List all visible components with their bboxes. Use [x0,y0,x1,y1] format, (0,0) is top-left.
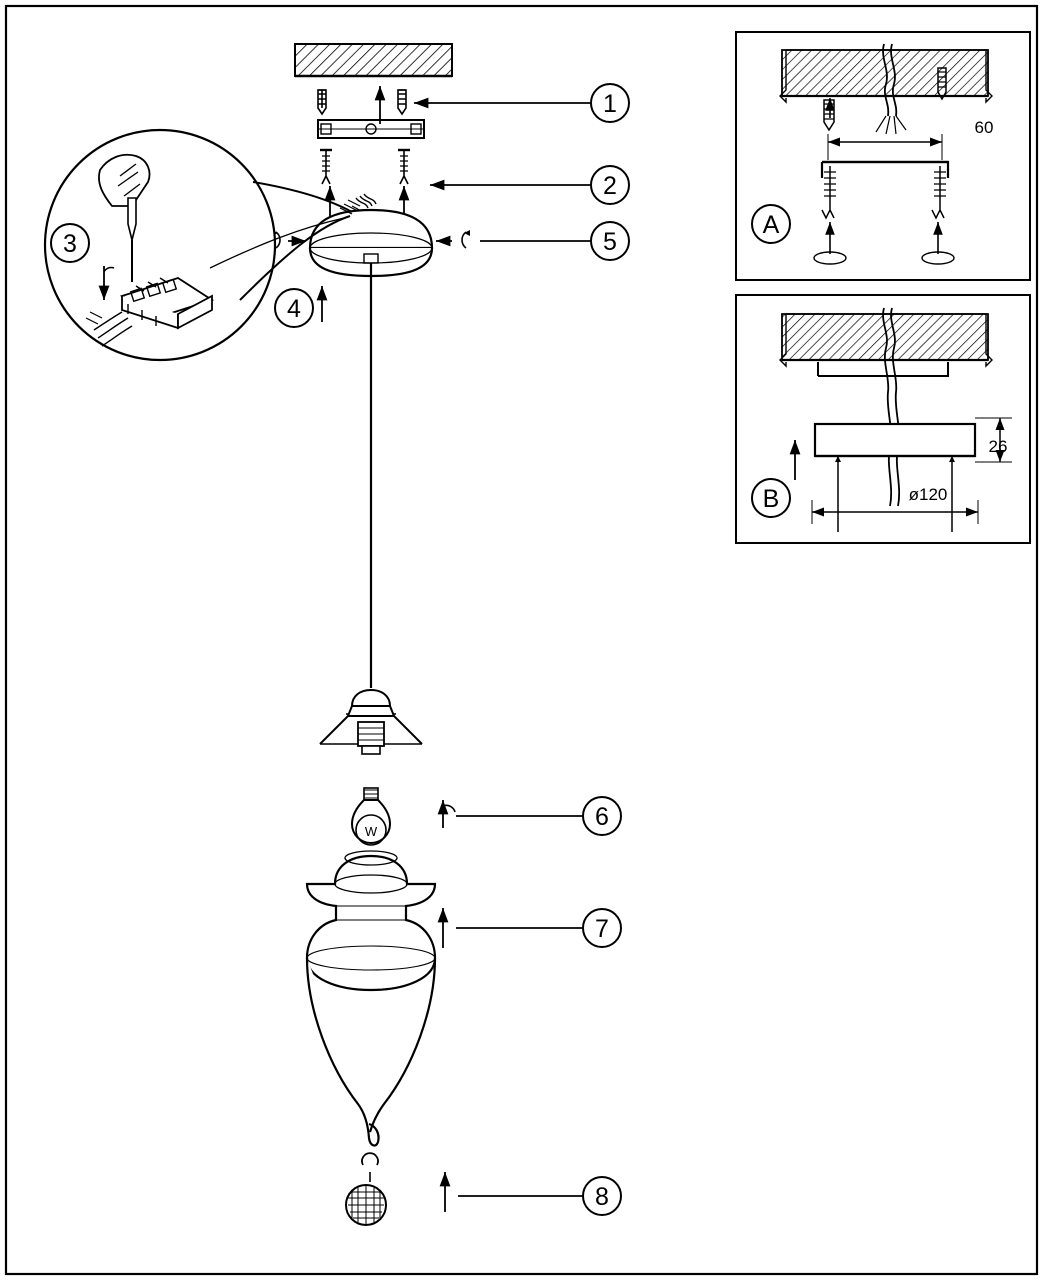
crystal-ball-finial [346,1153,386,1225]
step-6-rotate [443,800,455,828]
detail-label-a: A [762,211,780,239]
bulb-wattage-mark: W [364,824,378,839]
step-callout-7: 7 [595,915,609,943]
step-callout-3: 3 [63,230,77,258]
step-callout-4: 4 [287,295,301,323]
step-callout-1: 1 [603,90,617,118]
dimension-label-26: 26 [988,437,1008,456]
detail-a [736,32,1030,280]
mounting-bracket [318,120,424,138]
dimension-label-120: ø120 [908,485,948,504]
detail-b [736,295,1030,543]
step-callout-6: 6 [595,803,609,831]
dimension-label-60: 60 [974,118,994,137]
step-callout-5: 5 [603,228,617,256]
wall-plugs [318,86,406,124]
glass-shade [307,851,435,1145]
ceiling-slab [295,44,452,76]
lamp-holder [320,690,422,754]
light-bulb [352,788,390,845]
step-callout-2: 2 [603,172,617,200]
main-assembly [272,44,470,1225]
detail-label-b: B [762,485,780,513]
step-callout-8: 8 [595,1183,609,1211]
